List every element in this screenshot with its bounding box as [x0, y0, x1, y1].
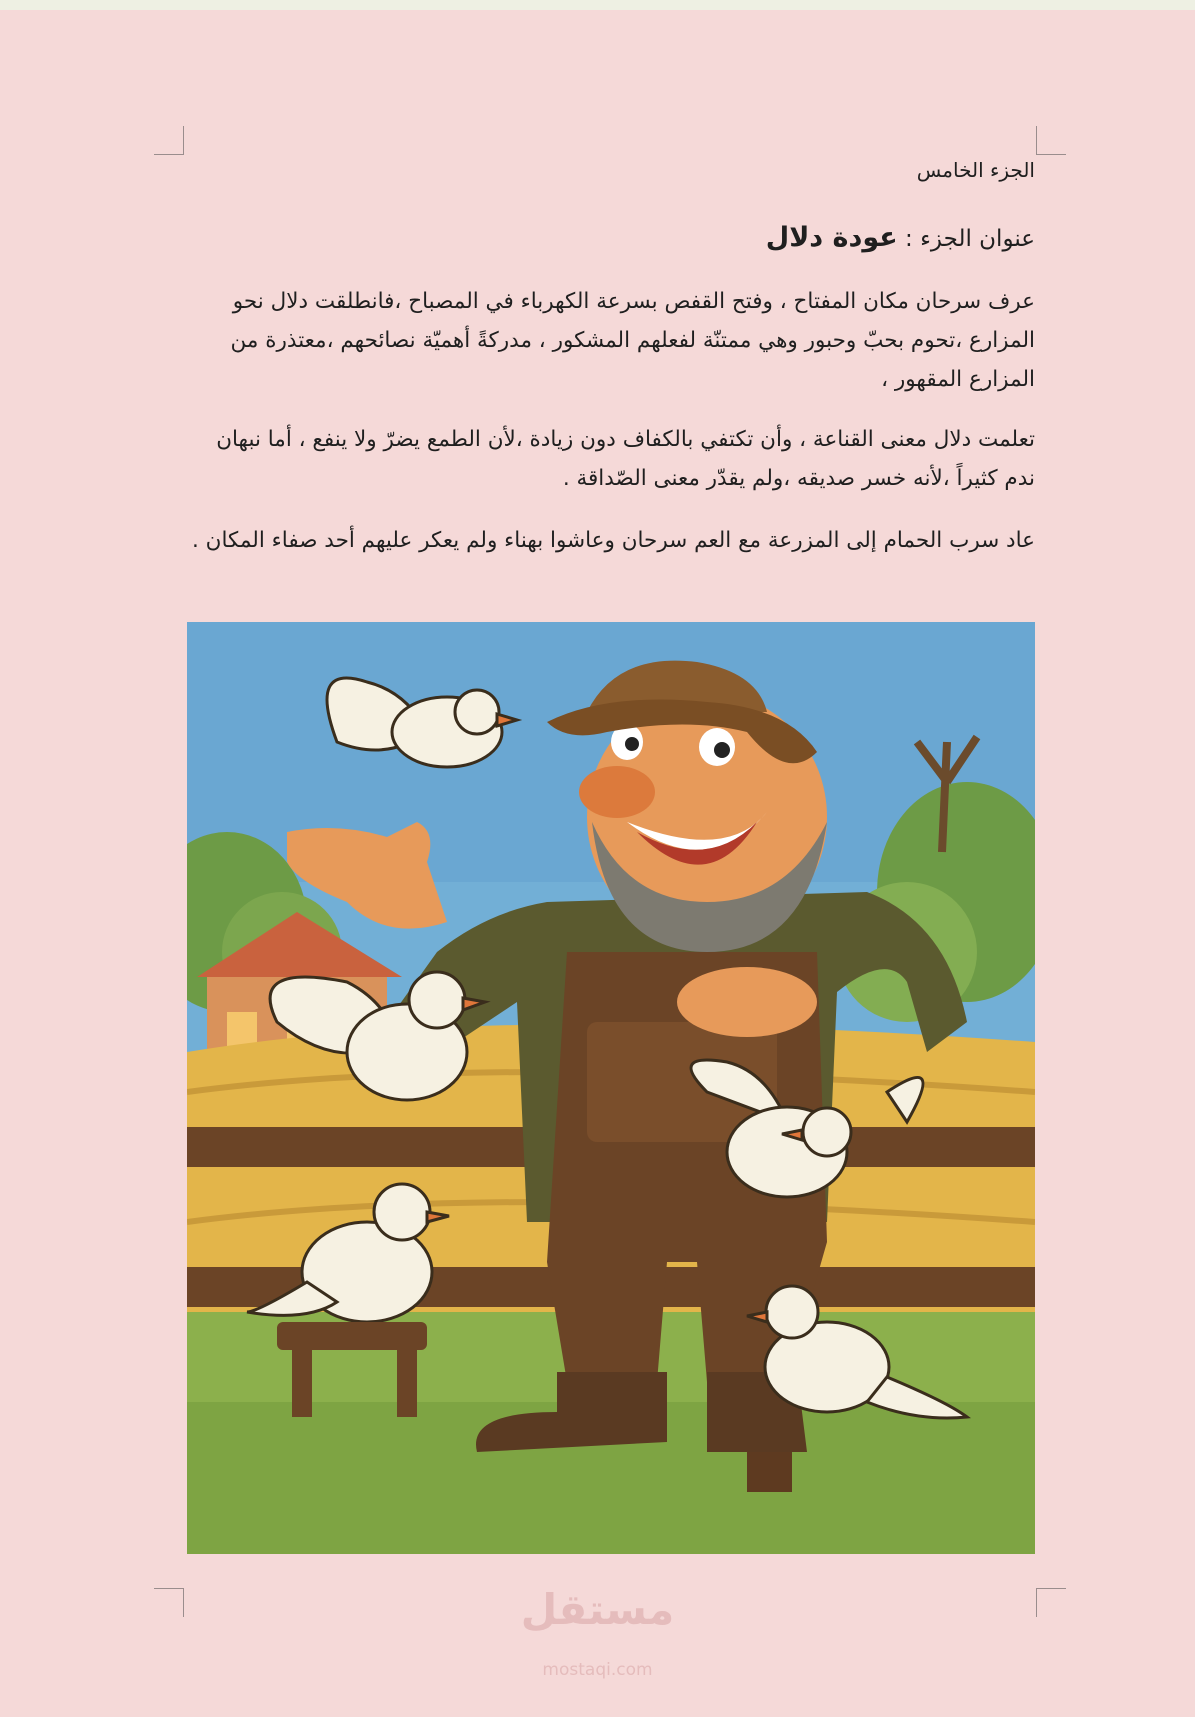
- paragraph: عرف سرحان مكان المفتاح ، وفتح القفص بسرعة الكهرباء في المصباح ،فانطلقت دلال نحو المزارع ،تحوم بحبّ وحبور وهي ممتنّة لفعلهم المشكور ، مدركةً أهميّة نصائحهم ،معتذرة من المزارع المقهور ،: [230, 289, 1035, 392]
- crop-mark: [154, 154, 184, 155]
- title-prefix: عنوان الجزء :: [905, 226, 1035, 252]
- watermark-logo: مستقل: [520, 1585, 675, 1634]
- crop-mark: [183, 126, 184, 155]
- paragraph: تعلمت دلال معنى القناعة ، وأن تكتفي بالكفاف دون زيادة ،لأن الطمع يضرّ ولا ينفع ، أما نبهان ندم كثيراً ،لأنه خسر صديقه ،ولم يقدّر معنى الصّداقة .: [216, 427, 1035, 491]
- top-edge-strip: [0, 0, 1195, 10]
- story-illustration: [187, 622, 1035, 1554]
- part-title-line: [185, 222, 1035, 253]
- watermark-url: mostaqi.com: [542, 1660, 653, 1680]
- part-label: الجزء الخامس: [916, 158, 1035, 182]
- paragraph: عاد سرب الحمام إلى المزرعة مع العم سرحان وعاشوا بهناء ولم يعكر عليهم أحد صفاء المكان .: [191, 528, 1035, 553]
- part-title: عودة دلال: [765, 222, 898, 253]
- crop-mark: [1036, 154, 1066, 155]
- crop-mark: [1036, 126, 1037, 155]
